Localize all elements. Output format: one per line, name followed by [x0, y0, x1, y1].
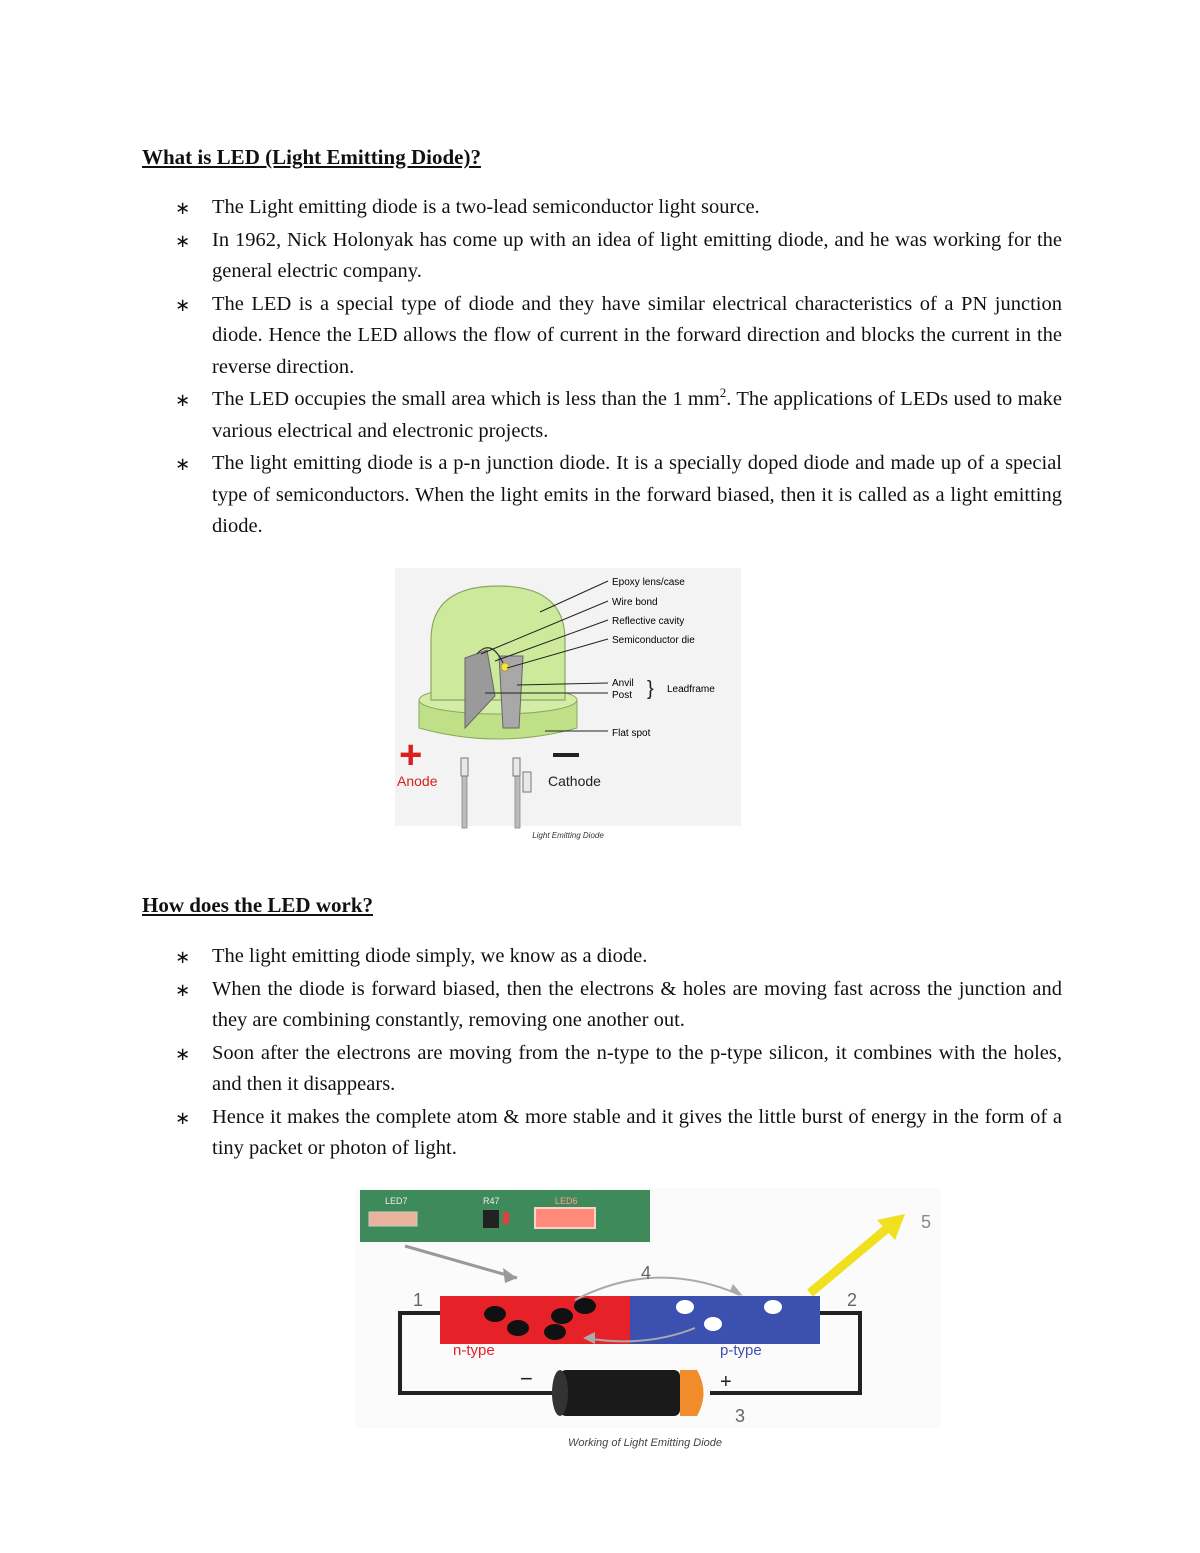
label-led6: LED6	[555, 1196, 578, 1206]
list-item: ∗ The LED is a special type of diode and they have similar electrical characteristics of a PN junction diode. Hence the LED allows the flow of current in the forward direction and blocks the current in the reverse direction.	[142, 289, 1062, 384]
label-2: 2	[847, 1290, 858, 1310]
section-heading-what-is-led: What is LED (Light Emitting Diode)?	[142, 145, 481, 169]
label-p-type: p-type	[720, 1342, 762, 1359]
list-item: ∗ Soon after the electrons are moving from the n-type to the p-type silicon, it combines with the holes, and then it disappears.	[142, 1038, 1062, 1101]
diode-plus: +	[720, 1371, 732, 1393]
list-item: ∗ In 1962, Nick Holonyak has come up with an idea of light emitting diode, and he was working for the general electric company.	[142, 225, 1062, 288]
label-epoxy-lens: Epoxy lens/case	[612, 577, 685, 588]
list-item: ∗ The LED occupies the small area which is less than the 1 $mm^2$. The applications of LEDs used to make various electrical and electronic projects.	[175, 385, 1062, 442]
list-item: ∗ When the diode is forward biased, then the electrons & holes are moving fast across the junction and they are combining constantly, removing one another out.	[142, 974, 1062, 1037]
label-leadframe: Leadframe	[667, 684, 715, 695]
figure2-caption: Working of Light Emitting Diode	[567, 1437, 723, 1449]
figure1-caption: Light Emitting Diode	[532, 831, 604, 840]
led-working-figure	[355, 1188, 941, 1453]
label-led7: LED7	[385, 1196, 408, 1206]
list-item: ∗ The light emitting diode simply, we know as a diode.	[142, 941, 1062, 973]
brace-icon: }	[647, 678, 654, 700]
bullet-star-icon: ∗	[175, 1107, 191, 1129]
bullet-star-icon: ∗	[175, 979, 191, 1001]
list-item: ∗ Hence it makes the complete atom & more stable and it gives the little burst of energy in the form of a tiny packet or photon of light.	[142, 1102, 1062, 1165]
led-definition-list	[142, 192, 1062, 544]
label-n-type: n-type	[453, 1342, 495, 1359]
bullet-star-icon: ∗	[175, 390, 191, 411]
bullet-star-icon: ∗	[175, 230, 191, 252]
label-flat-spot: Flat spot	[612, 728, 651, 739]
label-anode: Anode	[397, 773, 438, 789]
label-5: 5	[921, 1212, 932, 1232]
list-item: ∗ The light emitting diode is a p-n junction diode. It is a specially doped diode and made up of a special type of semiconductors. When the light emits in the forward biased, then it is called as a light emitting diode.	[142, 448, 1062, 543]
label-3: 3	[735, 1406, 746, 1426]
bullet-star-icon: ∗	[175, 294, 191, 316]
section-heading-how-led-works: How does the LED work?	[142, 893, 374, 917]
bullet-star-icon: ∗	[175, 454, 191, 475]
label-1: 1	[413, 1290, 424, 1310]
led-anatomy-figure	[395, 568, 741, 840]
label-wire-bond: Wire bond	[612, 597, 658, 608]
minus-bar-icon	[553, 753, 579, 757]
label-semiconductor-die: Semiconductor die	[612, 635, 695, 646]
label-reflective-cavity: Reflective cavity	[612, 616, 685, 627]
label-anvil: Anvil	[612, 678, 634, 689]
led-working-list	[142, 941, 1062, 1166]
bullet-star-icon: ∗	[175, 1043, 191, 1065]
list-item: ∗ The Light emitting diode is a two-lead semiconductor light source.	[142, 192, 1062, 224]
label-cathode: Cathode	[548, 773, 601, 789]
diode-minus: −	[520, 1366, 533, 1391]
bullet-star-icon: ∗	[175, 947, 191, 968]
label-post: Post	[612, 690, 633, 701]
bullet-star-icon: ∗	[175, 198, 191, 219]
label-r47: R47	[483, 1196, 500, 1206]
label-4: 4	[641, 1263, 652, 1283]
plus-sign: +	[399, 733, 423, 777]
